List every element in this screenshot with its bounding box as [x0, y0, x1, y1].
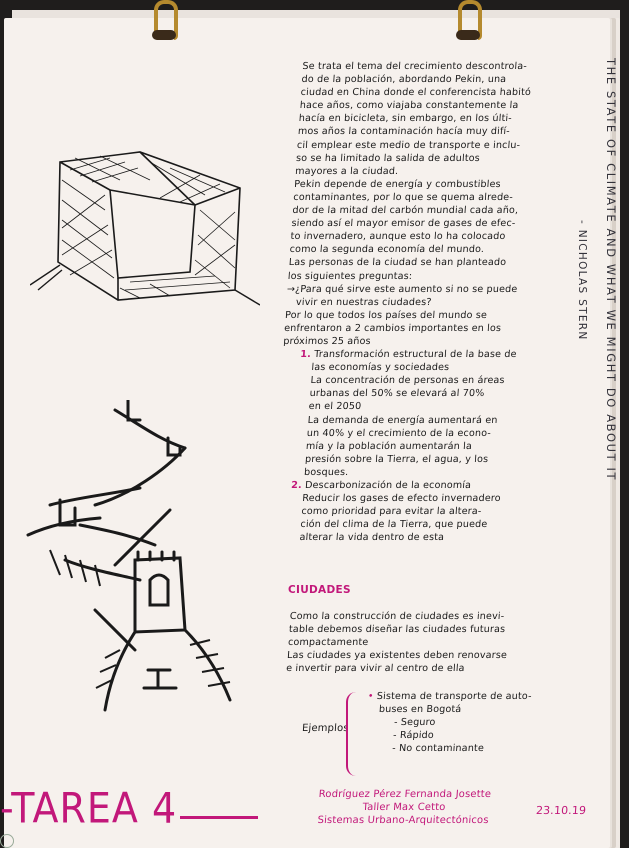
signature-block — [277, 788, 532, 827]
intro-line: so se ha limitado la salida de adultos — [295, 152, 481, 164]
student-name: Rodríguez Pérez Fernanda Josette — [318, 789, 492, 800]
item-1-line: presión sobre la Tierra, el agua, y los — [304, 453, 489, 465]
cities-line: table debemos diseñar las ciudades futuras — [288, 624, 506, 636]
item-1-line: las economías y sociedades — [311, 362, 450, 374]
intro-line: do de la población, abordando Pekin, una — [301, 74, 507, 86]
binder-ring-right — [452, 0, 486, 42]
item-2-line: como prioridad para evitar la altera- — [300, 506, 482, 518]
item-number: 2. — [290, 480, 303, 491]
item-1-line: bosques. — [303, 466, 349, 478]
item-2-title: 2. Descarbonización de la economía — [290, 480, 472, 491]
intro2-line: próximos 25 años — [282, 335, 372, 347]
cities-line: compactamente — [287, 637, 369, 649]
intro-line: como la segunda economía del mundo. — [289, 244, 485, 256]
intro-line: los siguientes preguntas: — [287, 270, 413, 282]
item-number: 1. — [299, 349, 312, 361]
cities-line: Las ciudades ya existentes deben renovarse — [286, 650, 508, 662]
building-sketch — [30, 150, 260, 310]
course-name: Sistemas Urbano-Arquitectónicos — [317, 815, 489, 826]
intro-line: hacía en bicicleta, sin embargo, en los últi- — [298, 113, 513, 125]
bullet-icon: • — [367, 691, 375, 702]
intro2-line: Por lo que todos los países del mundo se — [284, 309, 488, 321]
intro-line: Pekin depende de energía y combustibles — [293, 178, 502, 190]
item-1-title: 1. Transformación estructural de la base de — [299, 349, 517, 361]
intro-line: ciudad en China donde el conferencista habitó — [300, 87, 532, 99]
intro-line: mayores a la ciudad. — [294, 165, 399, 177]
item-2-line: Reducir los gases de efecto invernadero — [301, 493, 502, 505]
intro-line: Las personas de la ciudad se han planteado — [288, 257, 507, 269]
item-2-line: alterar la vida dentro de esta — [299, 532, 445, 544]
item-1-line: La concentración de personas en áreas — [310, 375, 506, 387]
intro-line: contaminantes, por lo que se quema alrede- — [292, 191, 514, 203]
item-1-line: urbanas del 50% se elevará al 70% — [309, 388, 485, 400]
intro-line: cil emplear este medio de transporte e inclu- — [296, 139, 521, 151]
brace-icon — [346, 692, 362, 776]
item-1-line: La demanda de energía aumentará en — [307, 414, 499, 426]
teacher-name: Taller Max Cetto — [362, 802, 446, 813]
ejemplo-line: • Sistema de transporte de auto- — [367, 691, 533, 702]
body-text — [269, 60, 601, 544]
ejemplos-label: Ejemplos — [301, 723, 350, 734]
side-title: THE STATE OF CLIMATE AND WHAT WE MIGHT DO ABOUT IT — [604, 58, 618, 482]
ejemplo-sub: - No contaminante — [391, 743, 485, 755]
date: 23.10.19 — [535, 804, 587, 817]
cities-text — [286, 610, 587, 675]
intro-line: hace años, como viajaba constantemente la — [299, 100, 519, 112]
intro-line: dor de la mitad del carbón mundial cada año, — [292, 205, 519, 217]
question-line: vivir en nuestras ciudades? — [295, 296, 432, 308]
intro-line: Se trata el tema del crecimiento descontrola- — [302, 61, 528, 72]
intro-line: siendo así el mayor emisor de gases de efec- — [291, 218, 516, 230]
item-1-line: en el 2050 — [308, 401, 362, 413]
section-heading-ciudades: CIUDADES — [288, 584, 351, 596]
cities-line: e invertir para vivir al centro de ella — [285, 663, 465, 675]
great-wall-sketch — [20, 400, 265, 720]
title-underline — [180, 816, 258, 819]
ejemplo-line: buses en Bogotá — [378, 704, 462, 716]
item-1-line: un 40% y el crecimiento de la econo- — [306, 427, 492, 439]
ejemplo-sub: - Rápido — [392, 730, 435, 742]
item-2-line: ción del clima de la Tierra, que puede — [300, 519, 488, 531]
binder-ring-left — [148, 0, 182, 42]
item-1-line: mía y la población aumentarán la — [305, 440, 473, 452]
intro-line: mos años la contaminación hacía muy difí- — [297, 126, 511, 138]
question-line: →¿Para qué sirve este aumento si no se puede — [286, 283, 518, 295]
corner-mark — [0, 834, 14, 848]
assignment-title: -TAREA 4 — [0, 783, 178, 833]
side-author: - NICHOLAS STERN — [576, 220, 588, 341]
intro-line: to invernadero, aunque esto lo ha colocado — [290, 231, 506, 243]
cities-line: Como la construcción de ciudades es inevi- — [289, 611, 505, 622]
ejemplo-sub: - Seguro — [393, 717, 436, 729]
intro2-line: enfrentaron a 2 cambios importantes en los — [283, 322, 502, 334]
ejemplos-list — [364, 690, 579, 755]
